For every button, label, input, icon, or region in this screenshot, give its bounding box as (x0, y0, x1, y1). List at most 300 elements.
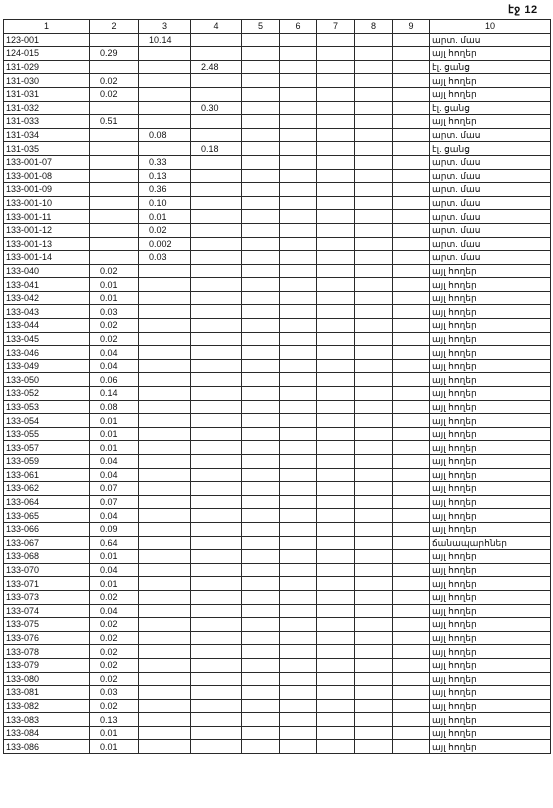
value-cell (280, 522, 317, 536)
value-cell (355, 33, 393, 47)
parcel-code-cell: 133-001-07 (4, 155, 90, 169)
parcel-code-cell: 133-041 (4, 278, 90, 292)
value-cell (280, 237, 317, 251)
value-cell (317, 87, 355, 101)
value-cell (280, 60, 317, 74)
value-cell (242, 305, 280, 319)
value-cell (242, 115, 280, 129)
value-cell: 0.51 (90, 115, 139, 129)
value-cell: 0.02 (90, 264, 139, 278)
value-cell (317, 509, 355, 523)
page-number: էջ 12 (508, 4, 538, 16)
value-cell (242, 87, 280, 101)
table-row (4, 522, 551, 536)
value-cell: 0.13 (139, 169, 191, 183)
land-type-cell: էլ. ցանց (430, 101, 551, 115)
value-cell (393, 427, 430, 441)
value-cell (280, 264, 317, 278)
value-cell (280, 387, 317, 401)
value-cell (242, 427, 280, 441)
value-cell (139, 713, 191, 727)
value-cell (393, 604, 430, 618)
value-cell (393, 291, 430, 305)
table-row (4, 169, 551, 183)
value-cell (280, 563, 317, 577)
table-row (4, 291, 551, 305)
land-type-cell: այլ հողեր (430, 427, 551, 441)
parcel-code-cell: 133-079 (4, 658, 90, 672)
value-cell (280, 631, 317, 645)
value-cell (280, 359, 317, 373)
value-cell (317, 115, 355, 129)
table-row (4, 441, 551, 455)
land-type-cell: ճանապարհներ (430, 536, 551, 550)
land-type-cell: արտ. մաս (430, 196, 551, 210)
value-cell (355, 264, 393, 278)
value-cell (280, 495, 317, 509)
column-header-row (4, 20, 551, 34)
value-cell (90, 142, 139, 156)
value-cell (139, 563, 191, 577)
value-cell (393, 631, 430, 645)
value-cell (139, 455, 191, 469)
value-cell (242, 658, 280, 672)
parcel-code-cell: 133-001-14 (4, 251, 90, 265)
value-cell (393, 359, 430, 373)
value-cell (191, 455, 242, 469)
land-type-cell: այլ հողեր (430, 115, 551, 129)
value-cell (393, 387, 430, 401)
land-type-cell: արտ. մաս (430, 251, 551, 265)
value-cell (191, 319, 242, 333)
value-cell (317, 346, 355, 360)
value-cell (393, 346, 430, 360)
land-type-cell: արտ. մաս (430, 169, 551, 183)
parcel-code-cell: 133-055 (4, 427, 90, 441)
value-cell (393, 142, 430, 156)
value-cell (317, 305, 355, 319)
value-cell (355, 210, 393, 224)
value-cell (280, 672, 317, 686)
value-cell (393, 60, 430, 74)
value-cell (191, 536, 242, 550)
value-cell (280, 332, 317, 346)
value-cell (191, 223, 242, 237)
table-row (4, 142, 551, 156)
value-cell: 0.08 (139, 128, 191, 142)
table-row (4, 305, 551, 319)
land-type-cell: այլ հողեր (430, 522, 551, 536)
parcel-code-cell: 133-001-13 (4, 237, 90, 251)
value-cell (139, 115, 191, 129)
value-cell (191, 645, 242, 659)
value-cell (191, 74, 242, 88)
value-cell: 0.04 (90, 563, 139, 577)
parcel-code-cell: 133-046 (4, 346, 90, 360)
value-cell (139, 414, 191, 428)
value-cell (139, 441, 191, 455)
value-cell (191, 509, 242, 523)
value-cell: 0.01 (90, 441, 139, 455)
value-cell (280, 590, 317, 604)
value-cell (191, 196, 242, 210)
value-cell (355, 196, 393, 210)
value-cell (139, 618, 191, 632)
value-cell (317, 550, 355, 564)
value-cell (280, 155, 317, 169)
value-cell (191, 251, 242, 265)
value-cell (191, 87, 242, 101)
land-parcel-table (3, 19, 551, 754)
value-cell (242, 482, 280, 496)
value-cell (242, 400, 280, 414)
value-cell (242, 60, 280, 74)
value-cell (280, 414, 317, 428)
value-cell (191, 33, 242, 47)
value-cell (355, 482, 393, 496)
value-cell (317, 536, 355, 550)
value-cell (139, 319, 191, 333)
value-cell (242, 686, 280, 700)
value-cell (317, 251, 355, 265)
parcel-code-cell: 133-066 (4, 522, 90, 536)
value-cell: 0.02 (90, 332, 139, 346)
value-cell (242, 536, 280, 550)
value-cell: 0.08 (90, 400, 139, 414)
land-type-cell: այլ հողեր (430, 291, 551, 305)
parcel-code-cell: 133-042 (4, 291, 90, 305)
parcel-code-cell: 133-054 (4, 414, 90, 428)
value-cell (317, 101, 355, 115)
value-cell (139, 278, 191, 292)
value-cell (191, 631, 242, 645)
value-cell: 0.002 (139, 237, 191, 251)
table-row (4, 387, 551, 401)
value-cell (317, 414, 355, 428)
value-cell (242, 509, 280, 523)
value-cell (393, 618, 430, 632)
value-cell (242, 155, 280, 169)
value-cell (393, 87, 430, 101)
value-cell (280, 278, 317, 292)
value-cell (393, 522, 430, 536)
value-cell (280, 509, 317, 523)
table-row (4, 726, 551, 740)
value-cell (242, 726, 280, 740)
land-type-cell: այլ հողեր (430, 359, 551, 373)
value-cell (280, 47, 317, 61)
column-header: 9 (393, 20, 430, 34)
table-row (4, 183, 551, 197)
parcel-code-cell: 133-064 (4, 495, 90, 509)
value-cell: 0.02 (90, 74, 139, 88)
value-cell (280, 346, 317, 360)
value-cell (355, 319, 393, 333)
value-cell (393, 658, 430, 672)
value-cell (317, 278, 355, 292)
value-cell (355, 455, 393, 469)
value-cell (280, 455, 317, 469)
value-cell (90, 128, 139, 142)
value-cell (242, 550, 280, 564)
value-cell (242, 169, 280, 183)
value-cell (393, 278, 430, 292)
value-cell: 0.02 (90, 645, 139, 659)
value-cell (242, 495, 280, 509)
value-cell (393, 414, 430, 428)
value-cell (242, 387, 280, 401)
value-cell (191, 264, 242, 278)
value-cell (355, 128, 393, 142)
value-cell (191, 373, 242, 387)
value-cell (317, 590, 355, 604)
value-cell (280, 373, 317, 387)
value-cell (355, 74, 393, 88)
land-type-cell: այլ հողեր (430, 699, 551, 713)
value-cell (242, 645, 280, 659)
table-row (4, 264, 551, 278)
value-cell (191, 414, 242, 428)
value-cell: 2.48 (191, 60, 242, 74)
value-cell (393, 699, 430, 713)
value-cell: 0.01 (90, 414, 139, 428)
value-cell (355, 658, 393, 672)
value-cell (355, 101, 393, 115)
value-cell (355, 577, 393, 591)
value-cell (242, 563, 280, 577)
parcel-code-cell: 131-033 (4, 115, 90, 129)
parcel-code-cell: 133-001-09 (4, 183, 90, 197)
table-row (4, 319, 551, 333)
value-cell (317, 441, 355, 455)
value-cell (317, 645, 355, 659)
table-row (4, 332, 551, 346)
value-cell (393, 196, 430, 210)
value-cell (280, 33, 317, 47)
parcel-code-cell: 133-086 (4, 740, 90, 754)
value-cell (317, 577, 355, 591)
table-row (4, 414, 551, 428)
value-cell (191, 686, 242, 700)
parcel-code-cell: 133-053 (4, 400, 90, 414)
value-cell (280, 726, 317, 740)
value-cell (355, 237, 393, 251)
value-cell (191, 441, 242, 455)
value-cell: 0.01 (90, 278, 139, 292)
value-cell (355, 47, 393, 61)
table-row (4, 128, 551, 142)
land-type-cell: այլ հողեր (430, 740, 551, 754)
value-cell (317, 495, 355, 509)
value-cell (280, 686, 317, 700)
value-cell: 0.04 (90, 455, 139, 469)
table-row (4, 278, 551, 292)
land-type-cell: արտ. մաս (430, 33, 551, 47)
parcel-code-cell: 133-081 (4, 686, 90, 700)
value-cell (139, 522, 191, 536)
value-cell (191, 713, 242, 727)
value-cell (139, 577, 191, 591)
land-type-cell: այլ հողեր (430, 645, 551, 659)
value-cell (242, 359, 280, 373)
value-cell (90, 223, 139, 237)
value-cell (280, 713, 317, 727)
column-header: 4 (191, 20, 242, 34)
value-cell (280, 128, 317, 142)
value-cell (242, 142, 280, 156)
value-cell (317, 74, 355, 88)
land-type-cell: էլ. ցանց (430, 142, 551, 156)
land-type-cell: արտ. մաս (430, 128, 551, 142)
parcel-code-cell: 131-032 (4, 101, 90, 115)
value-cell (242, 455, 280, 469)
land-type-cell: այլ հողեր (430, 686, 551, 700)
value-cell (355, 291, 393, 305)
value-cell (393, 33, 430, 47)
value-cell: 0.01 (90, 726, 139, 740)
table-row (4, 495, 551, 509)
land-type-cell: այլ հողեր (430, 509, 551, 523)
value-cell (355, 604, 393, 618)
land-type-cell: այլ հողեր (430, 87, 551, 101)
parcel-code-cell: 133-078 (4, 645, 90, 659)
value-cell (242, 251, 280, 265)
table-row (4, 631, 551, 645)
value-cell (191, 400, 242, 414)
value-cell (280, 183, 317, 197)
value-cell: 10.14 (139, 33, 191, 47)
land-type-cell: այլ հողեր (430, 563, 551, 577)
land-type-cell: այլ հողեր (430, 441, 551, 455)
value-cell (355, 387, 393, 401)
land-type-cell: այլ հողեր (430, 74, 551, 88)
value-cell: 0.29 (90, 47, 139, 61)
value-cell (280, 291, 317, 305)
value-cell (355, 468, 393, 482)
value-cell (242, 237, 280, 251)
value-cell: 0.10 (139, 196, 191, 210)
table-row (4, 686, 551, 700)
value-cell: 0.18 (191, 142, 242, 156)
parcel-code-cell: 131-030 (4, 74, 90, 88)
value-cell (317, 237, 355, 251)
value-cell (139, 550, 191, 564)
value-cell (139, 359, 191, 373)
land-type-cell: արտ. մաս (430, 223, 551, 237)
value-cell: 0.01 (90, 550, 139, 564)
value-cell (355, 142, 393, 156)
value-cell (139, 87, 191, 101)
value-cell (393, 319, 430, 333)
value-cell: 0.04 (90, 359, 139, 373)
value-cell (355, 183, 393, 197)
value-cell: 0.07 (90, 482, 139, 496)
value-cell (139, 142, 191, 156)
parcel-code-cell: 133-044 (4, 319, 90, 333)
value-cell (393, 672, 430, 686)
value-cell (317, 128, 355, 142)
value-cell: 0.04 (90, 468, 139, 482)
value-cell (355, 672, 393, 686)
value-cell (242, 74, 280, 88)
table-row (4, 400, 551, 414)
land-type-cell: այլ հողեր (430, 414, 551, 428)
value-cell (191, 346, 242, 360)
table-row (4, 87, 551, 101)
value-cell (280, 441, 317, 455)
value-cell (280, 196, 317, 210)
parcel-code-cell: 131-034 (4, 128, 90, 142)
value-cell (191, 237, 242, 251)
column-header: 2 (90, 20, 139, 34)
parcel-code-cell: 133-070 (4, 563, 90, 577)
land-type-cell: արտ. մաս (430, 155, 551, 169)
table-row (4, 550, 551, 564)
parcel-code-cell: 133-074 (4, 604, 90, 618)
table-row (4, 536, 551, 550)
value-cell (139, 604, 191, 618)
parcel-code-cell: 133-049 (4, 359, 90, 373)
table-row (4, 713, 551, 727)
value-cell (242, 522, 280, 536)
parcel-code-cell: 133-061 (4, 468, 90, 482)
value-cell (280, 577, 317, 591)
value-cell (317, 482, 355, 496)
parcel-code-cell: 123-001 (4, 33, 90, 47)
land-type-cell: այլ հողեր (430, 346, 551, 360)
value-cell (317, 142, 355, 156)
land-type-cell: այլ հողեր (430, 726, 551, 740)
land-type-cell: այլ հողեր (430, 305, 551, 319)
value-cell (242, 414, 280, 428)
value-cell (393, 332, 430, 346)
value-cell (191, 726, 242, 740)
land-type-cell: այլ հողեր (430, 604, 551, 618)
value-cell (280, 210, 317, 224)
value-cell (393, 590, 430, 604)
value-cell (191, 128, 242, 142)
value-cell: 0.07 (90, 495, 139, 509)
value-cell: 0.01 (90, 577, 139, 591)
value-cell (280, 468, 317, 482)
value-cell: 0.03 (139, 251, 191, 265)
value-cell (355, 726, 393, 740)
table-row (4, 223, 551, 237)
table-row (4, 196, 551, 210)
value-cell: 0.33 (139, 155, 191, 169)
value-cell (242, 672, 280, 686)
column-header: 8 (355, 20, 393, 34)
parcel-code-cell: 133-043 (4, 305, 90, 319)
value-cell (317, 359, 355, 373)
land-type-cell: այլ հողեր (430, 278, 551, 292)
value-cell (191, 278, 242, 292)
value-cell (191, 291, 242, 305)
value-cell (242, 332, 280, 346)
land-type-cell: այլ հողեր (430, 658, 551, 672)
value-cell (191, 427, 242, 441)
parcel-code-cell: 133-076 (4, 631, 90, 645)
value-cell (317, 155, 355, 169)
value-cell (393, 74, 430, 88)
value-cell (355, 223, 393, 237)
value-cell (317, 169, 355, 183)
value-cell (317, 196, 355, 210)
land-type-cell: այլ հողեր (430, 550, 551, 564)
value-cell (139, 427, 191, 441)
value-cell (393, 373, 430, 387)
value-cell (317, 686, 355, 700)
